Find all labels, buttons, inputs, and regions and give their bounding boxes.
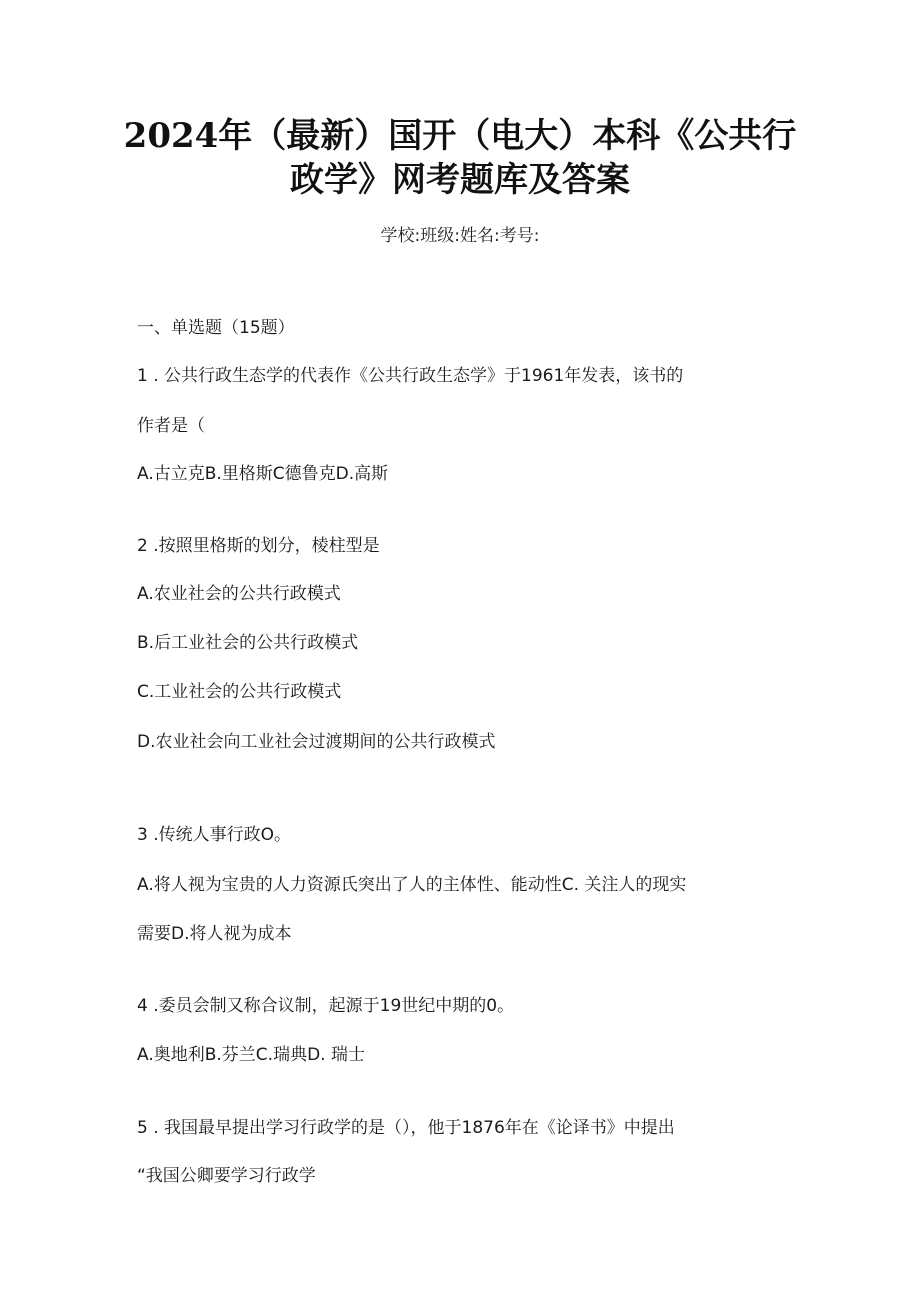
student-info-line: 学校:班级:姓名:考号: (380, 226, 540, 246)
question-4-options: A.奥地利B.芬兰C.瑞典D. 瑞士 (137, 1045, 365, 1065)
document-title-line-1: 2024年（最新）国开（电大）本科《公共行 (123, 116, 797, 156)
question-3-options-line-1: A.将人视为宝贵的人力资源氏突出了人的主体性、能动性C. 关注人的现实 (137, 875, 687, 895)
question-2-option-b: B.后工业社会的公共行政模式 (137, 633, 359, 653)
question-3-stem: 3 .传统人事行政O。 (137, 825, 292, 845)
question-2-option-c: C.工业社会的公共行政模式 (137, 682, 342, 702)
question-2-option-d: D.农业社会向工业社会过渡期间的公共行政模式 (137, 732, 496, 752)
document-title-line-2: 政学》网考题库及答案 (290, 160, 630, 200)
question-3-options-line-2: 需要D.将人视为成本 (137, 924, 292, 944)
section-heading: 一、单选题（15题） (137, 318, 295, 338)
question-1-stem-line-2: 作者是（ (137, 416, 205, 436)
question-1-options: A.古立克B.里格斯C德鲁克D.高斯 (137, 464, 389, 484)
question-2-stem: 2 .按照里格斯的划分，棱柱型是 (137, 536, 380, 556)
question-2-option-a: A.农业社会的公共行政模式 (137, 584, 341, 604)
question-4-stem: 4 .委员会制又称合议制，起源于19世纪中期的0。 (137, 996, 515, 1016)
question-5-stem-line-2: “我国公卿要学习行政学 (137, 1166, 316, 1186)
question-1-stem-line-1: 1 . 公共行政生态学的代表作《公共行政生态学》于1961年发表，该书的 (137, 366, 684, 386)
question-5-stem-line-1: 5 . 我国最早提出学习行政学的是（），他于1876年在《论译书》中提出 (137, 1118, 675, 1138)
